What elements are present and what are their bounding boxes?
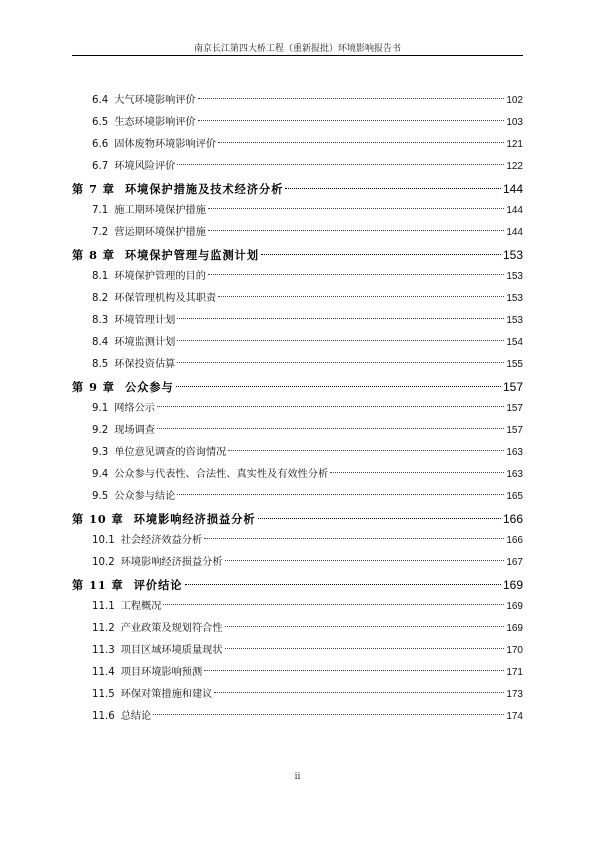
toc-section-entry[interactable] [72,442,523,464]
toc-entry-title: 公众参与 [124,380,174,394]
toc-entry-number: 第 10 章 [72,512,124,526]
toc-entry-page: 154 [506,337,523,348]
toc-entry-number: 9.2 [92,425,109,436]
dot-leader [218,142,504,143]
toc-entry-page: 103 [506,117,523,128]
toc-entry-title: 环境监测计划 [114,337,176,348]
toc-entry-page: 169 [506,601,523,612]
toc-section-entry[interactable] [72,684,523,706]
dot-leader [214,692,504,693]
toc-chapter-entry[interactable] [72,244,523,266]
toc-entry-number: 8.5 [92,359,109,370]
toc-entry-title: 固体废物环境影响评价 [114,139,217,150]
dot-leader [330,472,504,473]
toc-section-entry[interactable] [72,156,523,178]
toc-entry-number: 11.1 [92,601,115,612]
toc-section-entry[interactable] [72,640,523,662]
toc-entry-title: 环境影响经济损益分析 [120,557,223,568]
dot-leader [225,648,505,649]
toc-entry-page: 157 [502,380,523,394]
toc-entry-number: 6.4 [92,95,109,106]
toc-entry-title: 公众参与代表性、合法性、真实性及有效性分析 [114,469,329,480]
dot-leader [285,188,501,189]
dot-leader [204,670,504,671]
toc-entry-title: 产业政策及规划符合性 [120,623,223,634]
toc-entry-number: 6.7 [92,161,109,172]
dot-leader [208,274,504,275]
toc-entry-title: 网络公示 [114,403,155,414]
toc-entry-number: 9.4 [92,469,109,480]
dot-leader [225,626,505,627]
dot-leader [176,386,501,387]
toc-entry-number: 11.2 [92,623,115,634]
toc-entry-title: 环境管理计划 [114,315,176,326]
toc-entry-title: 环保对策措施和建议 [120,689,213,700]
dot-leader [218,296,504,297]
toc-entry-number: 第 7 章 [72,182,115,196]
toc-section-entry[interactable] [72,90,523,112]
toc-chapter-entry[interactable] [72,178,523,200]
toc-entry-page: 153 [506,293,523,304]
toc-section-entry[interactable] [72,662,523,684]
toc-entry-page: 144 [506,205,523,216]
toc-section-entry[interactable] [72,200,523,222]
toc-entry-page: 121 [506,139,523,150]
toc-entry-number: 11.4 [92,667,115,678]
toc-entry-page: 163 [506,469,523,480]
toc-entry-number: 10.1 [92,535,115,546]
toc-section-entry[interactable] [72,706,523,728]
toc-entry-title: 单位意见调查的咨询情况 [114,447,227,458]
toc-entry-page: 153 [506,315,523,326]
dot-leader [228,450,504,451]
toc-entry-page: 167 [506,557,523,568]
toc-entry-page: 170 [506,645,523,656]
toc-chapter-entry[interactable] [72,508,523,530]
toc-entry-page: 165 [506,491,523,502]
toc-entry-title: 项目区域环境质量现状 [120,645,223,656]
toc-entry-title: 生态环境影响评价 [114,117,196,128]
dot-leader [225,560,505,561]
toc-section-entry[interactable] [72,530,523,552]
dot-leader [157,406,504,407]
toc-entry-title: 环境风险评价 [114,161,176,172]
toc-entry-number: 8.1 [92,271,109,282]
toc-entry-number: 8.3 [92,315,109,326]
toc-entry-number: 10.2 [92,557,115,568]
toc-entry-title: 环保投资估算 [114,359,176,370]
dot-leader [208,208,504,209]
toc-entry-number: 第 11 章 [72,578,124,592]
toc-entry-number: 第 8 章 [72,248,115,262]
toc-entry-title: 环境影响经济损益分析 [133,512,256,526]
toc-entry-title: 公众参与结论 [114,491,176,502]
dot-leader [258,518,501,519]
toc-entry-page: 155 [506,359,523,370]
dot-leader [177,362,504,363]
toc-entry-page: 153 [506,271,523,282]
toc-entry-number: 8.4 [92,337,109,348]
table-of-contents [72,90,523,728]
toc-section-entry[interactable] [72,398,523,420]
running-header: 南京长江第四大桥工程（重新报批）环境影响报告书 [193,44,401,54]
toc-section-entry[interactable] [72,464,523,486]
toc-entry-page: 174 [506,711,523,722]
toc-entry-title: 社会经济效益分析 [120,535,203,546]
dot-leader [177,340,504,341]
dot-leader [204,538,504,539]
page-number: ii [294,772,301,782]
toc-section-entry[interactable] [72,222,523,244]
dot-leader [261,254,501,255]
toc-entry-title: 工程概况 [120,601,162,612]
toc-entry-title: 环境保护管理与监测计划 [124,248,260,262]
toc-entry-number: 9.3 [92,447,109,458]
toc-section-entry[interactable] [72,134,523,156]
dot-leader [198,98,505,99]
toc-entry-page: 144 [502,182,523,196]
dot-leader [177,318,504,319]
toc-entry-number: 8.2 [92,293,109,304]
toc-chapter-entry[interactable] [72,376,523,398]
toc-section-entry[interactable] [72,266,523,288]
toc-section-entry[interactable] [72,112,523,134]
toc-entry-page: 163 [506,447,523,458]
toc-section-entry[interactable] [72,288,523,310]
toc-entry-number: 7.1 [92,205,109,216]
toc-entry-page: 169 [506,623,523,634]
toc-chapter-entry[interactable] [72,574,523,596]
dot-leader [163,604,504,605]
toc-entry-number: 6.5 [92,117,109,128]
toc-entry-number: 6.6 [92,139,109,150]
toc-section-entry[interactable] [72,354,523,376]
toc-section-entry[interactable] [72,596,523,618]
dot-leader [177,164,504,165]
toc-entry-page: 173 [506,689,523,700]
toc-entry-number: 11.5 [92,689,115,700]
toc-entry-title: 环境保护管理的目的 [114,271,206,282]
dot-leader [177,494,504,495]
dot-leader [208,230,504,231]
toc-entry-title: 现场调查 [114,425,155,436]
toc-section-entry[interactable] [72,486,523,508]
toc-entry-page: 157 [506,403,523,414]
toc-entry-page: 144 [506,227,523,238]
toc-section-entry[interactable] [72,618,523,640]
toc-entry-title: 大气环境影响评价 [114,95,196,106]
toc-entry-number: 9.1 [92,403,109,414]
toc-entry-page: 102 [506,95,523,106]
toc-entry-title: 总结论 [120,711,152,722]
dot-leader [198,120,505,121]
header-rule [72,55,523,56]
toc-entry-page: 166 [502,512,523,526]
toc-entry-number: 11.6 [92,711,115,722]
toc-entry-title: 评价结论 [133,578,183,592]
toc-entry-number: 第 9 章 [72,380,115,394]
dot-leader [157,428,504,429]
toc-section-entry[interactable] [72,310,523,332]
toc-entry-page: 166 [506,535,523,546]
toc-entry-page: 157 [506,425,523,436]
toc-entry-title: 环保管理机构及其职责 [114,293,217,304]
dot-leader [185,584,501,585]
toc-entry-page: 153 [502,248,523,262]
toc-entry-number: 11.3 [92,645,115,656]
toc-entry-title: 环境保护措施及技术经济分析 [124,182,284,196]
toc-entry-page: 122 [506,161,523,172]
dot-leader [153,714,504,715]
toc-entry-number: 9.5 [92,491,109,502]
toc-entry-page: 171 [506,667,523,678]
toc-section-entry[interactable] [72,552,523,574]
toc-entry-page: 169 [502,578,523,592]
toc-entry-title: 营运期环境保护措施 [114,227,206,238]
toc-section-entry[interactable] [72,420,523,442]
toc-entry-title: 项目环境影响预测 [120,667,203,678]
toc-entry-number: 7.2 [92,227,109,238]
toc-section-entry[interactable] [72,332,523,354]
toc-entry-title: 施工期环境保护措施 [114,205,206,216]
